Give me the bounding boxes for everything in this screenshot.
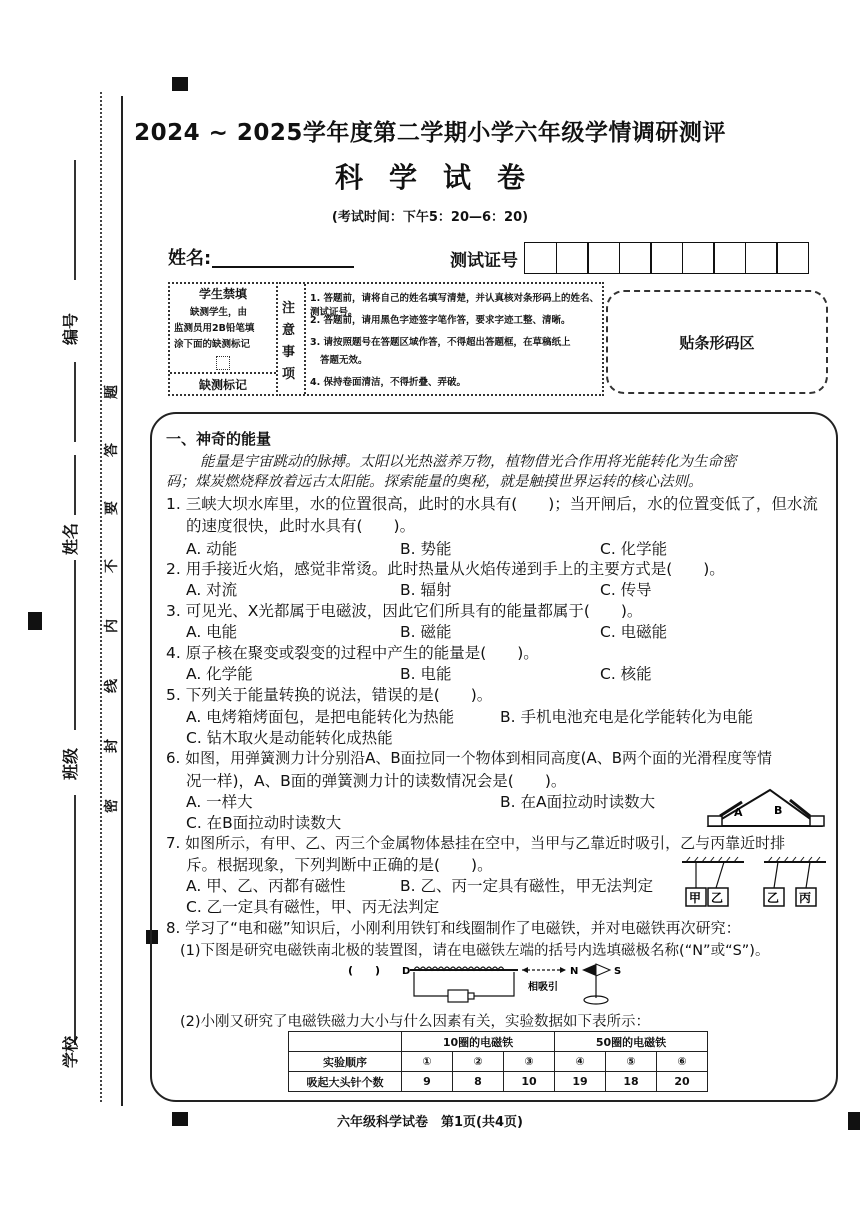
warning-char: 密 [104, 799, 120, 813]
table-row-label: 实验顺序 [289, 1052, 402, 1072]
compass-s-label: S [614, 966, 622, 977]
option: B. 磁能 [400, 623, 452, 641]
option: A. 电烤箱烤面包，是把电能转化为热能 [186, 708, 455, 726]
id-digit-box[interactable] [713, 242, 746, 274]
question-6-cont: 况一样)，A、B面的弹簧测力计的读数情况会是( )。 [186, 772, 567, 790]
barcode-label: 贴条形码区 [679, 333, 755, 352]
absent-box-text: 缺测学生，由 [190, 307, 248, 318]
option: C. 乙一定具有磁性，甲、丙无法判定 [186, 898, 440, 916]
table-cell: ⑤ [606, 1052, 657, 1072]
warning-char: 内 [104, 619, 120, 633]
question-8: 8. 学习了“电和磁”知识后，小刚利用铁钉和线圈制作了电磁铁，并对电磁铁再次研究： [166, 919, 741, 937]
exam-time: (考试时间：下午5：20—6：20) [331, 210, 529, 225]
metal-label: 乙 [711, 891, 724, 905]
option: B. 乙、丙一定具有磁性，甲无法判定 [400, 877, 653, 895]
question-8-sub2: (2)小刚又研究了电磁铁磁力大小与什么因素有关，实验数据如下表所示： [180, 1014, 651, 1030]
question-1: 1. 三峡大坝水库里，水的位置很高，此时的水具有( )；当开闸后，水的位置变低了，但水流 [166, 495, 818, 513]
registration-mark [172, 77, 188, 91]
option: B. 势能 [400, 540, 452, 558]
side-name-label: 姓名 [61, 522, 80, 555]
metal-label: 乙 [767, 891, 780, 905]
block-right [810, 816, 824, 826]
warning-char: 要 [104, 501, 120, 515]
warning-char: 线 [104, 679, 120, 693]
binding-line [121, 96, 123, 1106]
inclined-plane-figure [704, 782, 828, 832]
name-input-line[interactable] [212, 266, 354, 268]
name-field-line [74, 455, 76, 515]
table-group-header: 10圈的电磁铁 [402, 1032, 555, 1052]
class-field-line [74, 795, 76, 985]
section-intro: 码；煤炭燃烧释放着远古太阳能。探索能量的奥秘，就是触摸世界运转的核心法则。 [166, 474, 703, 490]
question-2: 2. 用手接近火焰，感觉非常烫。此时热量从火焰传递到手上的主要方式是( )。 [166, 560, 725, 578]
section-intro: 能量是宇宙跳动的脉搏。太阳以光热滋养万物，植物借光合作用将光能转化为生命密 [200, 454, 737, 470]
notice-item: 4. 保持卷面清洁，不得折叠、弄破。 [310, 377, 467, 388]
registration-mark [28, 612, 42, 630]
class-label: 班级 [61, 747, 80, 780]
warning-char: 答 [104, 443, 120, 457]
table-row [289, 1072, 708, 1092]
metal-label: 丙 [799, 891, 812, 905]
section-heading: 一、神奇的能量 [166, 430, 272, 448]
id-digit-box[interactable] [524, 242, 557, 274]
table-cell: 20 [657, 1072, 708, 1092]
absent-box-text: 监测员用2B铅笔填 [174, 323, 255, 334]
option: A. 电能 [186, 623, 238, 641]
barcode-area [606, 290, 828, 394]
hanging-metals-figure [680, 856, 830, 908]
table-cell: ② [453, 1052, 504, 1072]
string [774, 862, 778, 888]
option: A. 动能 [186, 540, 238, 558]
table-cell: 8 [453, 1072, 504, 1092]
number-label: 编号 [61, 312, 80, 345]
notice-item: 答题无效。 [320, 355, 368, 366]
table-group-header: 50圈的电磁铁 [555, 1032, 708, 1052]
table-cell: 9 [402, 1072, 453, 1092]
option: C. 在B面拉动时读数大 [186, 814, 342, 832]
arrow-head [522, 967, 528, 973]
table-row [289, 1032, 708, 1052]
warning-char: 不 [104, 559, 120, 573]
option: B. 手机电池充电是化学能转化为电能 [500, 708, 753, 726]
table-cell: 10 [504, 1072, 555, 1092]
table-cell: 19 [555, 1072, 606, 1092]
id-digit-box[interactable] [650, 242, 683, 274]
compass-n-label: N [570, 966, 579, 977]
exam-title: 2024 ~ 2025学年度第二学期小学六年级学情调研测评 [134, 120, 726, 146]
electromagnet-figure [348, 960, 648, 1010]
id-number-boxes[interactable] [524, 242, 808, 274]
absent-mark-label: 缺测标记 [198, 378, 247, 392]
table-cell: ③ [504, 1052, 555, 1072]
notice-box [276, 282, 604, 396]
block-left [708, 816, 722, 826]
answer-bracket: ( ) [348, 964, 381, 977]
option: C. 核能 [600, 665, 652, 683]
id-digit-box[interactable] [556, 242, 589, 274]
table-row [289, 1052, 708, 1072]
name-field-line-lower [74, 560, 76, 730]
question-1-cont: 的速度很快，此时水具有( )。 [186, 517, 416, 535]
id-digit-box[interactable] [619, 242, 652, 274]
circuit-wire [474, 972, 514, 996]
exam-subtitle: 科学试卷 [334, 161, 551, 194]
option: C. 电磁能 [600, 623, 668, 641]
school-label: 学校 [61, 1035, 80, 1068]
option: B. 辐射 [400, 581, 452, 599]
string [716, 862, 724, 888]
binding-dotted-line [100, 92, 102, 1102]
option: C. 钻木取火是动能转化成热能 [186, 729, 393, 747]
metal-label: 甲 [689, 891, 702, 905]
question-3: 3. 可见光、X光都属于电磁波，因此它们所具有的能量都属于( )。 [166, 602, 643, 620]
incline-triangle [710, 790, 820, 826]
table-cell: ④ [555, 1052, 606, 1072]
string [806, 862, 810, 888]
notice-item: 1. 答题前，请将自己的姓名填写清楚，并认真核对条形码上的姓名、测试证号。 [310, 293, 600, 318]
arrow-head [560, 967, 566, 973]
warning-char: 题 [104, 385, 120, 399]
warning-char: 封 [104, 739, 120, 753]
absent-box [168, 282, 278, 396]
battery-cap [468, 993, 474, 999]
table-cell: ① [402, 1052, 453, 1072]
id-digit-box[interactable] [682, 242, 715, 274]
question-8-sub1: (1)下图是研究电磁铁南北极的装置图，请在电磁铁左端的括号内选填磁极名称(“N”或“S”)。 [180, 943, 770, 959]
id-digit-box[interactable] [776, 242, 809, 274]
experiment-table [288, 1031, 708, 1092]
attract-label: 相吸引 [528, 982, 558, 993]
table-cell: 18 [606, 1072, 657, 1092]
compass-needle-n [582, 964, 596, 976]
question-4: 4. 原子核在聚变或裂变的过程中产生的能量是( )。 [166, 644, 539, 662]
id-digit-box[interactable] [745, 242, 778, 274]
question-6: 6. 如图，用弹簧测力计分别沿A、B面拉同一个物体到相同高度(A、B两个面的光滑程度等情 [166, 749, 773, 767]
absent-mark-checkbox[interactable] [216, 356, 230, 370]
core-letter: D [402, 966, 411, 977]
question-5: 5. 下列关于能量转换的说法，错误的是( )。 [166, 686, 493, 704]
notice-label: 注意事项 [282, 301, 296, 382]
option: A. 化学能 [186, 665, 253, 683]
absent-box-text: 涂下面的缺测标记 [174, 339, 251, 350]
option: C. 传导 [600, 581, 652, 599]
absent-box-title: 学生禁填 [198, 287, 247, 301]
option: A. 对流 [186, 581, 238, 599]
spring-scale-b [790, 800, 810, 816]
incline-label-a: A [734, 806, 743, 819]
notice-item: 3. 请按照题号在答题区域作答，不得超出答题框，在草稿纸上 [310, 337, 571, 348]
school-field-line [74, 975, 76, 1045]
question-7-cont: 斥。根据现象，下列判断中正确的是( )。 [186, 856, 493, 874]
notice-item: 2. 答题前，请用黑色字迹签字笔作答，要求字迹工整、清晰。 [310, 315, 571, 326]
question-7: 7. 如图所示，有甲、乙、丙三个金属物体悬挂在空中，当甲与乙靠近时吸引，乙与丙靠近时排 [166, 834, 786, 852]
option: A. 甲、乙、丙都有磁性 [186, 877, 346, 895]
id-digit-box[interactable] [587, 242, 620, 274]
page-footer: 六年级科学试卷 第1页(共4页) [337, 1115, 523, 1130]
number-field-line-lower [74, 362, 76, 442]
option: B. 在A面拉动时读数大 [500, 793, 656, 811]
name-label: 姓名: [168, 248, 212, 269]
option: C. 化学能 [600, 540, 668, 558]
compass-needle-s [596, 964, 610, 976]
circuit-wire [414, 972, 448, 996]
table-cell: ⑥ [657, 1052, 708, 1072]
option: B. 电能 [400, 665, 452, 683]
incline-label-b: B [774, 804, 783, 817]
id-label: 测试证号 [450, 251, 518, 271]
table-row-label: 吸起大头针个数 [289, 1072, 402, 1092]
option: A. 一样大 [186, 793, 253, 811]
battery [448, 990, 468, 1002]
